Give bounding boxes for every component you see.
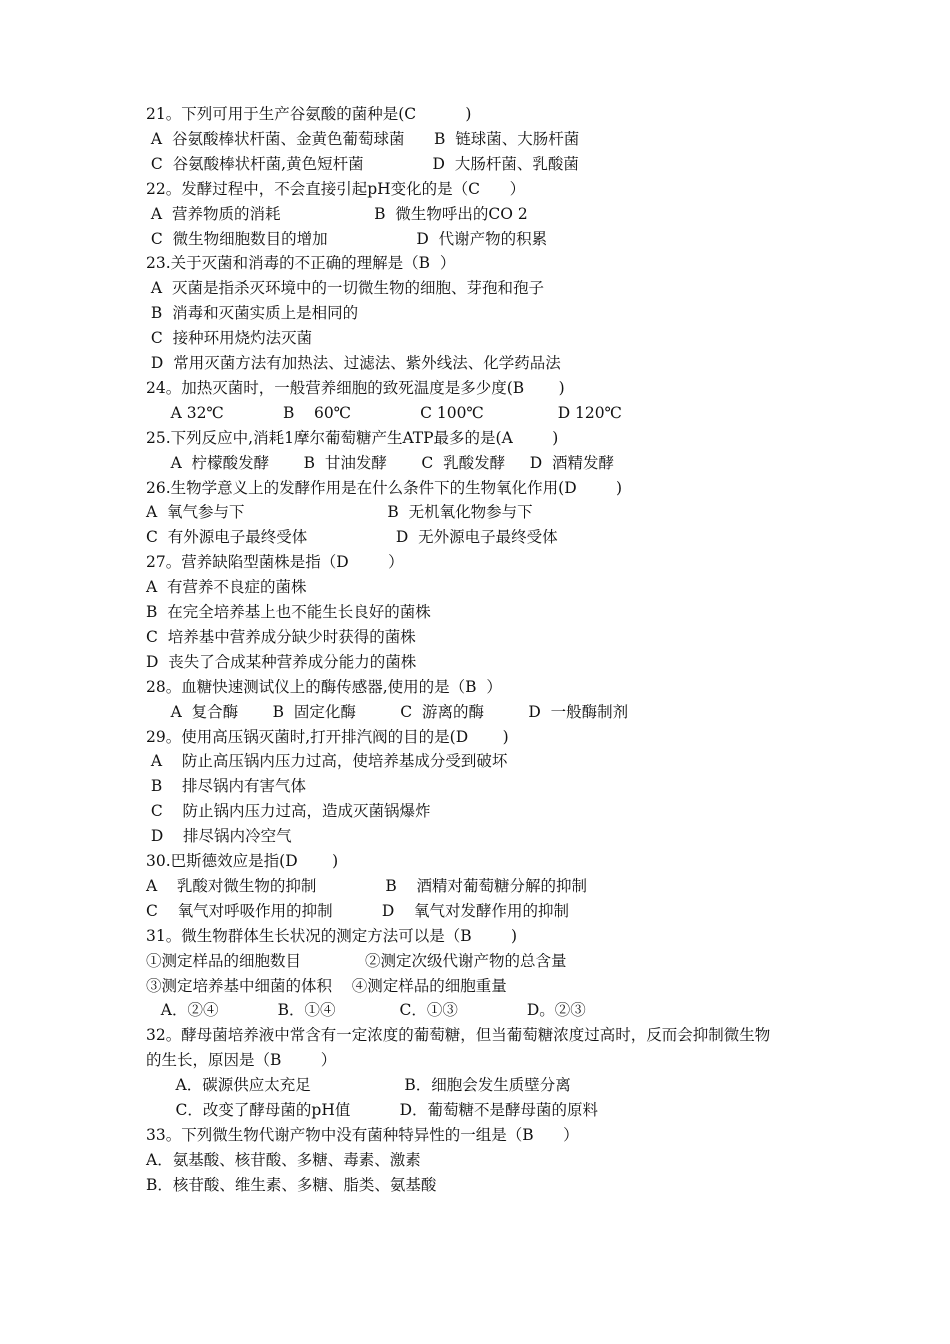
text-line: B 在完全培养基上也不能生长良好的菌株 xyxy=(146,603,431,621)
text-line: C 氧气对呼吸作用的抑制 D 氧气对发酵作用的抑制 xyxy=(146,901,569,920)
text-line: A 有营养不良症的菌株 xyxy=(146,578,307,597)
text-line: ③测定培养基中细菌的体积 ④测定样品的细胞重量 xyxy=(146,976,507,995)
text-line: 的生长，原因是（B ） xyxy=(146,1051,337,1070)
text-line: 28。血糖快速测试仪上的酶传感器,使用的是（B ） xyxy=(146,677,502,696)
text-line: 22。发酵过程中，不会直接引起pH变化的是（C ） xyxy=(146,179,526,198)
text-line: A 乳酸对微生物的抑制 B 酒精对葡萄糖分解的抑制 xyxy=(146,876,587,895)
text-line: D 丧失了合成某种营养成分能力的菌株 xyxy=(146,652,417,671)
text-line: 26.生物学意义上的发酵作用是在什么条件下的生物氧化作用(D ) xyxy=(146,478,623,497)
text-line: 30.巴斯德效应是指(D ) xyxy=(146,852,339,870)
text-line: C 有外源电子最终受体 D 无外源电子最终受体 xyxy=(146,528,558,547)
text-line: 33。下列微生物代谢产物中没有菌种特异性的一组是（B ） xyxy=(146,1125,579,1144)
text-line: A 营养物质的消耗 B 微生物呼出的CO 2 xyxy=(146,204,528,223)
text-line: C 微生物细胞数目的增加 D 代谢产物的积累 xyxy=(146,229,548,248)
text-line: 32。酵母菌培养液中常含有一定浓度的葡萄糖，但当葡萄糖浓度过高时，反而会抑制微生物 xyxy=(146,1026,771,1045)
text-line: A 防止高压锅内压力过高，使培养基成分受到破坏 xyxy=(146,752,508,771)
text-line: B．核苷酸、维生素、多糖、脂类、氨基酸 xyxy=(146,1175,437,1194)
text-line: C 培养基中营养成分缺少时获得的菌株 xyxy=(146,627,416,646)
text-line: 29。使用高压锅灭菌时,打开排汽阀的目的是(D ) xyxy=(146,727,509,746)
text-line: B 消毒和灭菌实质上是相同的 xyxy=(146,304,359,323)
text-line: C 谷氨酸棒状杆菌,黄色短杆菌 D 大肠杆菌、乳酸菌 xyxy=(146,154,579,173)
text-line: A 32℃ B 60℃ C 100℃ D 120℃ xyxy=(146,403,622,422)
text-line: 25.下列反应中,消耗1摩尔葡萄糖产生ATP最多的是(A ) xyxy=(146,428,559,447)
text-line: A．②④ B．①④ C．①③ D。②③ xyxy=(146,1001,586,1020)
text-line: A．氨基酸、核苷酸、多糖、毒素、激素 xyxy=(146,1150,421,1169)
text-line: C．改变了酵母菌的pH值 D．葡萄糖不是酵母菌的原料 xyxy=(146,1101,599,1119)
text-line: A 复合酶 B 固定化酶 C 游离的酶 D 一般酶制剂 xyxy=(146,702,629,721)
text-line: C 防止锅内压力过高，造成灭菌锅爆炸 xyxy=(146,802,431,821)
text-line: A 柠檬酸发酵 B 甘油发酵 C 乳酸发酵 D 酒精发酵 xyxy=(146,453,615,472)
text-line: 27。营养缺陷型菌株是指（D ） xyxy=(146,553,404,572)
text-line: A 灭菌是指杀灭环境中的一切微生物的细胞、芽孢和孢子 xyxy=(146,279,544,298)
text-line: B 排尽锅内有害气体 xyxy=(146,777,307,796)
text-line: 21。下列可用于生产谷氨酸的菌种是(C ) xyxy=(146,105,472,123)
text-line: 23.关于灭菌和消毒的不正确的理解是（B ） xyxy=(146,254,456,273)
text-line: A．碳源供应太充足 B．细胞会发生质壁分离 xyxy=(146,1076,571,1095)
text-line: 31。微生物群体生长状况的测定方法可以是（B ) xyxy=(146,926,518,945)
text-line: D 常用灭菌方法有加热法、过滤法、紫外线法、化学药品法 xyxy=(146,354,561,372)
text-line: D 排尽锅内冷空气 xyxy=(146,827,292,846)
text-line: C 接种环用烧灼法灭菌 xyxy=(146,329,313,348)
text-line: ①测定样品的细胞数目 ②测定次级代谢产物的总含量 xyxy=(146,951,567,970)
text-line: A 氧气参与下 B 无机氧化物参与下 xyxy=(146,503,533,522)
text-line: 24。加热灭菌时，一般营养细胞的致死温度是多少度(B ) xyxy=(146,378,565,397)
text-line: A 谷氨酸棒状杆菌、金黄色葡萄球菌 B 链球菌、大肠杆菌 xyxy=(146,129,580,148)
